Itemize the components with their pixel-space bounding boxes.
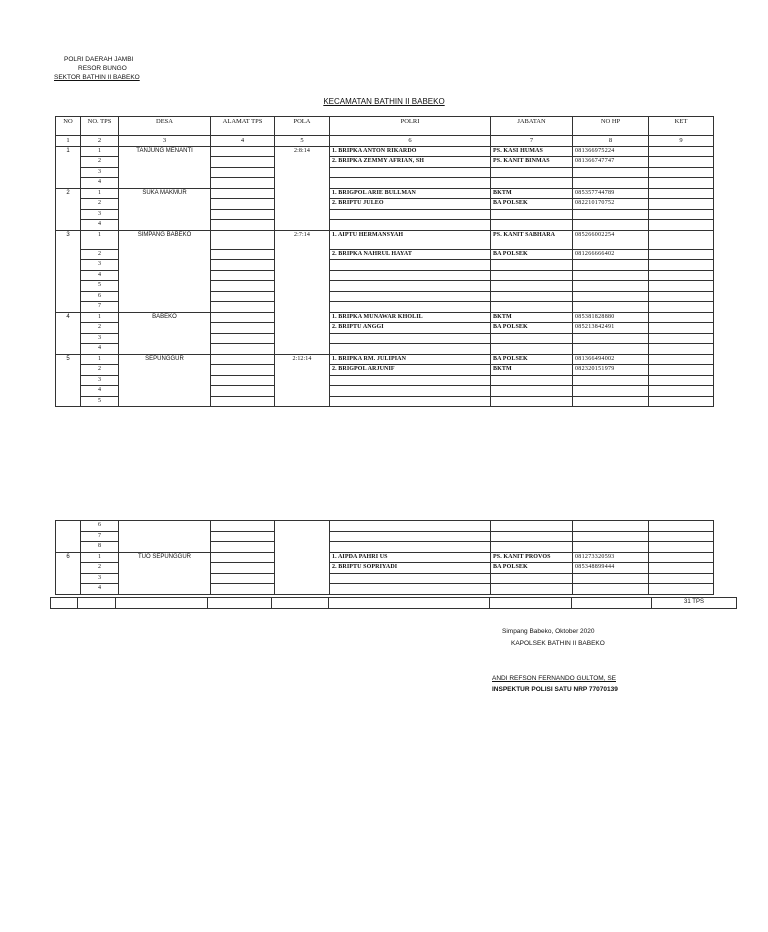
signature-name: ANDI REFSON FERNANDO GULTOM, SE: [492, 675, 616, 682]
row-no: 2: [56, 188, 81, 230]
tps-address: [211, 220, 275, 231]
table-row: [56, 312, 714, 323]
officer-name: [330, 209, 491, 220]
remarks: [649, 167, 714, 178]
tps-number: 4: [81, 178, 119, 189]
tps-number: 1: [81, 146, 119, 157]
officer-name: [330, 167, 491, 178]
village-name: SUKA MAKMUR: [119, 188, 211, 230]
column-number: 8: [573, 136, 649, 147]
officer-position: BA POLSEK: [491, 323, 573, 334]
village-name: SIMPANG BABEKO: [119, 230, 211, 312]
letterhead-line-2: RESOR BUNGO: [78, 65, 127, 72]
tps-number: 2: [81, 199, 119, 210]
officer-position: [491, 281, 573, 292]
phone-number: [573, 178, 649, 189]
table-row: [56, 552, 714, 563]
officer-position: [491, 270, 573, 281]
total-tps: 31 TPS: [652, 598, 737, 609]
officer-name: 1. BRIGPOL ARIE BULLMAN: [330, 188, 491, 199]
column-header: POLA: [275, 117, 330, 136]
tps-address: [211, 146, 275, 157]
phone-number: [573, 167, 649, 178]
tps-number: 1: [81, 188, 119, 199]
phone-number: 081273320593: [573, 552, 649, 563]
column-number: 6: [330, 136, 491, 147]
phone-number: [573, 270, 649, 281]
tps-address: [211, 375, 275, 386]
phone-number: 085348899444: [573, 563, 649, 574]
letterhead-line-3: SEKTOR BATHIN II BABEKO: [54, 74, 140, 81]
column-header: NO HP: [573, 117, 649, 136]
letterhead-line-1: POLRI DAERAH JAMBI: [64, 56, 134, 63]
phone-number: 082320151979: [573, 365, 649, 376]
remarks: [649, 312, 714, 323]
remarks: [649, 260, 714, 271]
phone-number: [573, 375, 649, 386]
tps-number: 2: [81, 563, 119, 574]
signature-place-date: Simpang Babeko, Oktober 2020: [502, 628, 595, 635]
letterhead: [54, 55, 140, 82]
row-no: 5: [56, 354, 81, 407]
officer-name: [330, 270, 491, 281]
tps-number: 3: [81, 333, 119, 344]
officer-position: BKTM: [491, 312, 573, 323]
phone-number: 081266666402: [573, 249, 649, 260]
officer-name: 2. BRIPTU SOPRIYADI: [330, 563, 491, 574]
tps-address: [211, 157, 275, 168]
officer-position: [491, 542, 573, 553]
phone-number: 081366494002: [573, 354, 649, 365]
officer-name: [330, 375, 491, 386]
remarks: [649, 521, 714, 532]
remarks: [649, 157, 714, 168]
village-name: [119, 521, 211, 553]
tps-address: [211, 552, 275, 563]
remarks: [649, 584, 714, 595]
remarks: [649, 344, 714, 355]
tps-number: 3: [81, 375, 119, 386]
officer-name: 1. BRIPKA RM. JULIPIAN: [330, 354, 491, 365]
column-number: 5: [275, 136, 330, 147]
tps-table-continued: [55, 520, 714, 595]
officer-position: [491, 573, 573, 584]
row-no: 3: [56, 230, 81, 312]
officer-name: [330, 291, 491, 302]
officer-position: BA POLSEK: [491, 354, 573, 365]
tps-table: [55, 116, 714, 407]
officer-position: [491, 375, 573, 386]
tps-number: 8: [81, 542, 119, 553]
tps-number: 3: [81, 573, 119, 584]
remarks: [649, 375, 714, 386]
tps-address: [211, 354, 275, 365]
tps-address: [211, 178, 275, 189]
tps-number: 1: [81, 552, 119, 563]
officer-position: [491, 396, 573, 407]
officer-position: [491, 220, 573, 231]
remarks: [649, 573, 714, 584]
officer-name: 1. BRIPKA ANTON RIKARDO: [330, 146, 491, 157]
table-row: [56, 146, 714, 157]
phone-number: 085357744789: [573, 188, 649, 199]
remarks: [649, 146, 714, 157]
tps-number: 2: [81, 323, 119, 334]
tps-number: 2: [81, 157, 119, 168]
column-header: JABATAN: [491, 117, 573, 136]
table-row: [56, 521, 714, 532]
phone-number: [573, 386, 649, 397]
officer-position: [491, 167, 573, 178]
column-header: ALAMAT TPS: [211, 117, 275, 136]
tps-number: 7: [81, 531, 119, 542]
phone-number: [573, 344, 649, 355]
officer-name: [330, 573, 491, 584]
officer-position: BA POLSEK: [491, 563, 573, 574]
officer-position: BKTM: [491, 365, 573, 376]
phone-number: [573, 333, 649, 344]
tps-number: 4: [81, 270, 119, 281]
column-number: 2: [81, 136, 119, 147]
remarks: [649, 302, 714, 313]
tps-address: [211, 167, 275, 178]
village-name: BABEKO: [119, 312, 211, 354]
column-header: NO: [56, 117, 81, 136]
tps-number: 3: [81, 260, 119, 271]
officer-name: [330, 260, 491, 271]
phone-number: [573, 396, 649, 407]
officer-name: 1. AIPDA PAHRI US: [330, 552, 491, 563]
pola: [275, 521, 330, 595]
phone-number: [573, 542, 649, 553]
phone-number: [573, 584, 649, 595]
tps-address: [211, 531, 275, 542]
officer-name: [330, 281, 491, 292]
table-row: [56, 354, 714, 365]
officer-name: [330, 344, 491, 355]
phone-number: [573, 260, 649, 271]
tps-number: 5: [81, 396, 119, 407]
phone-number: 081366747747: [573, 157, 649, 168]
phone-number: 082210170752: [573, 199, 649, 210]
table-row: [56, 188, 714, 199]
tps-address: [211, 281, 275, 292]
column-number-row: [56, 136, 714, 147]
remarks: [649, 386, 714, 397]
officer-position: PS. KANIT BINMAS: [491, 157, 573, 168]
officer-position: PS. KANIT SABHARA: [491, 230, 573, 249]
officer-position: BA POLSEK: [491, 249, 573, 260]
remarks: [649, 365, 714, 376]
tps-address: [211, 260, 275, 271]
pola: 2:8:14: [275, 146, 330, 230]
table-row: [56, 230, 714, 249]
tps-number: 1: [81, 230, 119, 249]
officer-position: [491, 291, 573, 302]
officer-position: [491, 584, 573, 595]
tps-address: [211, 333, 275, 344]
phone-number: 085213842491: [573, 323, 649, 334]
tps-address: [211, 521, 275, 532]
remarks: [649, 354, 714, 365]
officer-name: 2. BRIGPOL ARJUNIF: [330, 365, 491, 376]
remarks: [649, 396, 714, 407]
remarks: [649, 552, 714, 563]
signature-rank: INSPEKTUR POLISI SATU NRP 77070139: [492, 686, 618, 693]
row-no: 1: [56, 146, 81, 188]
tps-number: 7: [81, 302, 119, 313]
officer-position: [491, 333, 573, 344]
total-row: [51, 598, 737, 609]
village-name: SEPUNGGUR: [119, 354, 211, 407]
phone-number: 085266002254: [573, 230, 649, 249]
officer-name: [330, 220, 491, 231]
row-no: 4: [56, 312, 81, 354]
phone-number: [573, 573, 649, 584]
table-header-row: [56, 117, 714, 136]
village-name: TANJUNG MENANTI: [119, 146, 211, 188]
remarks: [649, 323, 714, 334]
remarks: [649, 249, 714, 260]
phone-number: [573, 302, 649, 313]
document-title: KECAMATAN BATHIN II BABEKO: [323, 97, 445, 106]
officer-name: 2. BRIPTU ANGGI: [330, 323, 491, 334]
phone-number: [573, 220, 649, 231]
tps-address: [211, 230, 275, 249]
phone-number: [573, 521, 649, 532]
officer-position: [491, 344, 573, 355]
row-no: 6: [56, 552, 81, 594]
phone-number: 081366975224: [573, 146, 649, 157]
officer-name: 2. BRIPTU JULEO: [330, 199, 491, 210]
tps-address: [211, 188, 275, 199]
column-number: 4: [211, 136, 275, 147]
tps-address: [211, 249, 275, 260]
tps-address: [211, 563, 275, 574]
officer-position: [491, 531, 573, 542]
remarks: [649, 178, 714, 189]
tps-address: [211, 323, 275, 334]
pola: 2:7:14: [275, 230, 330, 354]
tps-number: 1: [81, 354, 119, 365]
phone-number: [573, 531, 649, 542]
officer-position: BKTM: [491, 188, 573, 199]
remarks: [649, 220, 714, 231]
tps-address: [211, 365, 275, 376]
tps-address: [211, 199, 275, 210]
total-row-table: [50, 597, 737, 609]
tps-number: 4: [81, 220, 119, 231]
officer-position: PS. KANIT PROVOS: [491, 552, 573, 563]
column-number: 3: [119, 136, 211, 147]
tps-number: 4: [81, 344, 119, 355]
remarks: [649, 209, 714, 220]
officer-name: [330, 584, 491, 595]
officer-name: [330, 178, 491, 189]
tps-address: [211, 386, 275, 397]
remarks: [649, 542, 714, 553]
tps-address: [211, 291, 275, 302]
officer-name: [330, 521, 491, 532]
officer-position: BA POLSEK: [491, 199, 573, 210]
tps-address: [211, 344, 275, 355]
tps-address: [211, 396, 275, 407]
officer-position: [491, 302, 573, 313]
column-header: POLRI: [330, 117, 491, 136]
remarks: [649, 188, 714, 199]
tps-number: 4: [81, 584, 119, 595]
tps-number: 1: [81, 312, 119, 323]
column-header: KET: [649, 117, 714, 136]
remarks: [649, 333, 714, 344]
officer-position: [491, 209, 573, 220]
phone-number: [573, 281, 649, 292]
officer-name: 2. BRIPKA ZEMMY AFRIAN, SH: [330, 157, 491, 168]
tps-number: 2: [81, 249, 119, 260]
tps-address: [211, 542, 275, 553]
row-no: [56, 521, 81, 553]
officer-position: [491, 178, 573, 189]
tps-number: 3: [81, 209, 119, 220]
officer-position: PS. KASI HUMAS: [491, 146, 573, 157]
column-number: 1: [56, 136, 81, 147]
phone-number: [573, 209, 649, 220]
signature-position: KAPOLSEK BATHIN II BABEKO: [511, 640, 605, 647]
column-header: DESA: [119, 117, 211, 136]
officer-position: [491, 386, 573, 397]
officer-name: [330, 542, 491, 553]
officer-name: 1. AIPTU HERMANSYAH: [330, 230, 491, 249]
tps-number: 6: [81, 521, 119, 532]
remarks: [649, 291, 714, 302]
remarks: [649, 270, 714, 281]
village-name: TUO SEPUNGGUR: [119, 552, 211, 594]
officer-name: 2. BRIPKA NAHRUL HAYAT: [330, 249, 491, 260]
column-number: 7: [491, 136, 573, 147]
officer-name: [330, 386, 491, 397]
tps-address: [211, 573, 275, 584]
officer-name: [330, 333, 491, 344]
officer-name: [330, 396, 491, 407]
tps-number: 6: [81, 291, 119, 302]
remarks: [649, 563, 714, 574]
phone-number: [573, 291, 649, 302]
tps-address: [211, 312, 275, 323]
column-number: 9: [649, 136, 714, 147]
tps-number: 4: [81, 386, 119, 397]
officer-name: [330, 302, 491, 313]
officer-position: [491, 260, 573, 271]
officer-name: [330, 531, 491, 542]
remarks: [649, 230, 714, 249]
tps-number: 2: [81, 365, 119, 376]
officer-name: 1. BRIPKA MUNAWAR KHOLIL: [330, 312, 491, 323]
remarks: [649, 531, 714, 542]
tps-address: [211, 584, 275, 595]
pola: 2:12:14: [275, 354, 330, 407]
remarks: [649, 281, 714, 292]
tps-number: 3: [81, 167, 119, 178]
tps-number: 5: [81, 281, 119, 292]
remarks: [649, 199, 714, 210]
officer-position: [491, 521, 573, 532]
phone-number: 085381828880: [573, 312, 649, 323]
column-header: NO. TPS: [81, 117, 119, 136]
tps-address: [211, 270, 275, 281]
tps-address: [211, 209, 275, 220]
tps-address: [211, 302, 275, 313]
